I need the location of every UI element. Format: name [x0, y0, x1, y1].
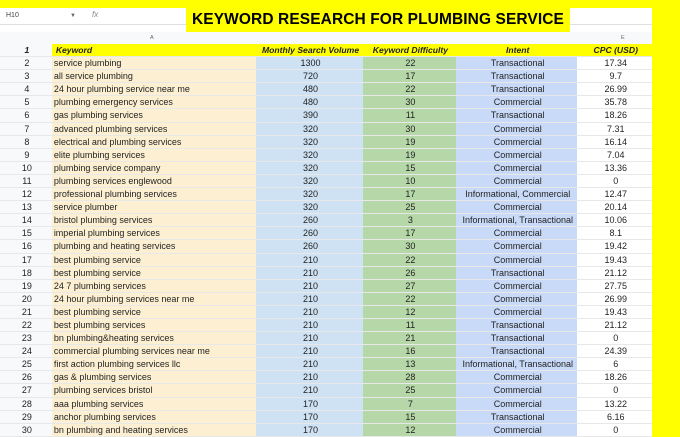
intent-cell[interactable]: Transactional [456, 57, 578, 70]
intent-cell[interactable]: Commercial [456, 371, 578, 384]
keyword-cell[interactable]: professional plumbing services [52, 188, 256, 201]
volume-cell[interactable]: 210 [256, 279, 363, 292]
table-row [0, 318, 652, 331]
cpc-cell[interactable]: 18.26 [577, 109, 652, 122]
keyword-cell[interactable]: advanced plumbing services [52, 122, 256, 135]
keyword-cell[interactable]: anchor plumbing services [52, 410, 256, 423]
volume-cell[interactable]: 170 [256, 397, 363, 410]
difficulty-cell[interactable]: 27 [363, 279, 456, 292]
cpc-cell[interactable]: 20.14 [577, 201, 652, 214]
volume-cell[interactable]: 210 [256, 292, 363, 305]
table-row [0, 371, 652, 384]
volume-cell[interactable]: 390 [256, 109, 363, 122]
keyword-cell[interactable]: 24 hour plumbing services near me [52, 292, 256, 305]
table-row [0, 148, 652, 161]
table-row [0, 122, 652, 135]
keyword-cell[interactable]: aaa plumbing services [52, 397, 256, 410]
spreadsheet [0, 8, 652, 435]
intent-cell[interactable]: Transactional [456, 83, 578, 96]
keyword-cell[interactable]: bn plumbing and heating services [52, 423, 256, 436]
difficulty-cell[interactable]: 22 [363, 57, 456, 70]
table-row [0, 188, 652, 201]
row-number[interactable]: 22 [0, 318, 52, 331]
difficulty-cell[interactable]: 17 [363, 188, 456, 201]
intent-cell[interactable]: Commercial [456, 292, 578, 305]
table-row [0, 57, 652, 70]
keyword-cell[interactable]: gas & plumbing services [52, 371, 256, 384]
row-number[interactable]: 1 [0, 44, 52, 57]
keyword-cell[interactable]: elite plumbing services [52, 148, 256, 161]
volume-cell[interactable]: 320 [256, 201, 363, 214]
cpc-cell[interactable]: 0 [577, 384, 652, 397]
intent-cell[interactable]: Commercial [456, 96, 578, 109]
table-row [0, 201, 652, 214]
volume-cell[interactable]: 210 [256, 371, 363, 384]
volume-cell[interactable]: 480 [256, 96, 363, 109]
keyword-cell[interactable]: gas plumbing services [52, 109, 256, 122]
cpc-cell[interactable]: 9.7 [577, 70, 652, 83]
cpc-cell[interactable]: 12.47 [577, 188, 652, 201]
keyword-cell[interactable]: bristol plumbing services [52, 214, 256, 227]
intent-cell[interactable]: Commercial [456, 279, 578, 292]
cpc-cell[interactable]: 13.36 [577, 161, 652, 174]
page-title: KEYWORD RESEARCH FOR PLUMBING SERVICE [186, 8, 570, 32]
row-number[interactable]: 25 [0, 358, 52, 371]
keyword-cell[interactable]: best plumbing service [52, 253, 256, 266]
keyword-cell[interactable]: all service plumbing [52, 70, 256, 83]
volume-cell[interactable]: 720 [256, 70, 363, 83]
cpc-cell[interactable]: 19.43 [577, 253, 652, 266]
intent-cell[interactable]: Commercial [456, 397, 578, 410]
row-number[interactable]: 29 [0, 410, 52, 423]
intent-cell[interactable]: Commercial [456, 227, 578, 240]
keyword-cell[interactable]: 24 hour plumbing service near me [52, 83, 256, 96]
cpc-cell[interactable]: 24.39 [577, 345, 652, 358]
cpc-cell[interactable]: 19.42 [577, 240, 652, 253]
cpc-cell[interactable]: 21.12 [577, 266, 652, 279]
intent-cell[interactable]: Commercial [456, 174, 578, 187]
table-row [0, 240, 652, 253]
difficulty-cell[interactable]: 30 [363, 122, 456, 135]
intent-cell[interactable]: Transactional [456, 266, 578, 279]
keyword-cell[interactable]: plumbing services bristol [52, 384, 256, 397]
row-number[interactable]: 7 [0, 122, 52, 135]
volume-cell[interactable]: 210 [256, 384, 363, 397]
intent-cell[interactable]: Commercial [456, 201, 578, 214]
row-number[interactable]: 23 [0, 332, 52, 345]
keyword-cell[interactable]: best plumbing service [52, 266, 256, 279]
keyword-cell[interactable]: plumbing emergency services [52, 96, 256, 109]
cpc-cell[interactable]: 18.26 [577, 371, 652, 384]
intent-cell[interactable]: Transactional [456, 345, 578, 358]
table-row [0, 83, 652, 96]
cpc-cell[interactable]: 13.22 [577, 397, 652, 410]
keyword-cell[interactable]: commercial plumbing services near me [52, 345, 256, 358]
header-row [0, 44, 652, 57]
header-keyword[interactable]: Keyword [52, 44, 256, 57]
volume-cell[interactable]: 320 [256, 161, 363, 174]
table-row [0, 161, 652, 174]
difficulty-cell[interactable]: 26 [363, 266, 456, 279]
header-difficulty[interactable]: Keyword Difficulty [363, 44, 456, 57]
chevron-down-icon[interactable]: ▼ [70, 13, 76, 19]
volume-cell[interactable]: 260 [256, 227, 363, 240]
volume-cell[interactable]: 210 [256, 332, 363, 345]
volume-cell[interactable]: 170 [256, 423, 363, 436]
keyword-cell[interactable]: best plumbing services [52, 318, 256, 331]
difficulty-cell[interactable]: 25 [363, 201, 456, 214]
intent-cell[interactable]: Transactional [456, 410, 578, 423]
volume-cell[interactable]: 210 [256, 345, 363, 358]
row-number[interactable]: 15 [0, 227, 52, 240]
intent-cell[interactable]: Commercial [456, 161, 578, 174]
row-number[interactable]: 6 [0, 109, 52, 122]
volume-cell[interactable]: 320 [256, 188, 363, 201]
table-row [0, 135, 652, 148]
volume-cell[interactable]: 320 [256, 122, 363, 135]
intent-cell[interactable]: Commercial [456, 253, 578, 266]
intent-cell[interactable]: Informational, Commercial [456, 188, 578, 201]
keyword-cell[interactable]: service plumber [52, 201, 256, 214]
table-row [0, 305, 652, 318]
table-row [0, 227, 652, 240]
table-row [0, 96, 652, 109]
difficulty-cell[interactable]: 22 [363, 83, 456, 96]
cpc-cell[interactable]: 26.99 [577, 292, 652, 305]
row-number[interactable]: 12 [0, 188, 52, 201]
keyword-cell[interactable]: electrical and plumbing services [52, 135, 256, 148]
row-number[interactable]: 28 [0, 397, 52, 410]
volume-cell[interactable]: 260 [256, 240, 363, 253]
volume-cell[interactable]: 1300 [256, 57, 363, 70]
volume-cell[interactable]: 210 [256, 253, 363, 266]
intent-cell[interactable]: Commercial [456, 384, 578, 397]
cpc-cell[interactable]: 0 [577, 332, 652, 345]
keyword-cell[interactable]: service plumbing [52, 57, 256, 70]
difficulty-cell[interactable]: 30 [363, 240, 456, 253]
difficulty-cell[interactable]: 12 [363, 423, 456, 436]
table-row [0, 397, 652, 410]
intent-cell[interactable]: Transactional [456, 70, 578, 83]
table-row [0, 384, 652, 397]
volume-cell[interactable]: 260 [256, 214, 363, 227]
intent-cell[interactable]: Commercial [456, 122, 578, 135]
difficulty-cell[interactable]: 12 [363, 305, 456, 318]
cpc-cell[interactable]: 19.43 [577, 305, 652, 318]
table-row [0, 292, 652, 305]
cpc-cell[interactable]: 26.99 [577, 83, 652, 96]
table-row [0, 358, 652, 371]
row-number[interactable]: 27 [0, 384, 52, 397]
row-number[interactable]: 24 [0, 345, 52, 358]
difficulty-cell[interactable]: 16 [363, 345, 456, 358]
volume-cell[interactable]: 320 [256, 148, 363, 161]
cpc-cell[interactable]: 7.31 [577, 122, 652, 135]
intent-cell[interactable]: Informational, Transactional [456, 358, 578, 371]
difficulty-cell[interactable]: 3 [363, 214, 456, 227]
row-number[interactable]: 9 [0, 148, 52, 161]
header-intent[interactable]: Intent [456, 44, 578, 57]
row-number[interactable]: 8 [0, 135, 52, 148]
difficulty-cell[interactable]: 19 [363, 135, 456, 148]
table-row [0, 423, 652, 436]
volume-cell[interactable]: 210 [256, 305, 363, 318]
row-number[interactable]: 21 [0, 305, 52, 318]
row-number[interactable]: 11 [0, 174, 52, 187]
table-row [0, 410, 652, 423]
intent-cell[interactable]: Transactional [456, 332, 578, 345]
row-number[interactable]: 5 [0, 96, 52, 109]
cpc-cell[interactable]: 16.14 [577, 135, 652, 148]
column-letter-e[interactable]: E [621, 35, 625, 41]
keyword-cell[interactable]: 24 7 plumbing services [52, 279, 256, 292]
volume-cell[interactable]: 320 [256, 174, 363, 187]
keyword-cell[interactable]: plumbing services englewood [52, 174, 256, 187]
row-number[interactable]: 18 [0, 266, 52, 279]
intent-cell[interactable]: Transactional [456, 318, 578, 331]
cpc-cell[interactable]: 0 [577, 174, 652, 187]
row-number[interactable]: 19 [0, 279, 52, 292]
difficulty-cell[interactable]: 11 [363, 109, 456, 122]
row-number[interactable]: 14 [0, 214, 52, 227]
difficulty-cell[interactable]: 13 [363, 358, 456, 371]
column-letter-a[interactable]: A [150, 35, 154, 41]
intent-cell[interactable]: Commercial [456, 305, 578, 318]
difficulty-cell[interactable]: 15 [363, 410, 456, 423]
name-box[interactable] [6, 11, 78, 21]
cpc-cell[interactable]: 21.12 [577, 318, 652, 331]
cpc-cell[interactable]: 35.78 [577, 96, 652, 109]
difficulty-cell[interactable]: 17 [363, 227, 456, 240]
header-cpc[interactable]: CPC (USD) [577, 44, 652, 57]
cpc-cell[interactable]: 8.1 [577, 227, 652, 240]
row-number[interactable]: 26 [0, 371, 52, 384]
difficulty-cell[interactable]: 11 [363, 318, 456, 331]
fx-icon: fx [92, 10, 99, 19]
difficulty-cell[interactable]: 17 [363, 70, 456, 83]
cpc-cell[interactable]: 17.34 [577, 57, 652, 70]
table-row [0, 214, 652, 227]
table-row [0, 109, 652, 122]
cpc-cell[interactable]: 0 [577, 423, 652, 436]
table-row [0, 253, 652, 266]
name-box-value: H10 [6, 12, 19, 19]
keyword-cell[interactable]: first action plumbing services llc [52, 358, 256, 371]
table-row [0, 332, 652, 345]
intent-cell[interactable]: Transactional [456, 109, 578, 122]
difficulty-cell[interactable]: 10 [363, 174, 456, 187]
cpc-cell[interactable]: 27.75 [577, 279, 652, 292]
volume-cell[interactable]: 210 [256, 318, 363, 331]
volume-cell[interactable]: 210 [256, 358, 363, 371]
intent-cell[interactable]: Commercial [456, 148, 578, 161]
row-number[interactable]: 30 [0, 423, 52, 436]
difficulty-cell[interactable]: 15 [363, 161, 456, 174]
row-number[interactable]: 2 [0, 57, 52, 70]
cpc-cell[interactable]: 10.06 [577, 214, 652, 227]
intent-cell[interactable]: Commercial [456, 135, 578, 148]
row-number[interactable]: 20 [0, 292, 52, 305]
volume-cell[interactable]: 210 [256, 266, 363, 279]
cpc-cell[interactable]: 6 [577, 358, 652, 371]
volume-cell[interactable]: 320 [256, 135, 363, 148]
volume-cell[interactable]: 480 [256, 83, 363, 96]
difficulty-cell[interactable]: 22 [363, 292, 456, 305]
cpc-cell[interactable]: 7.04 [577, 148, 652, 161]
intent-cell[interactable]: Commercial [456, 240, 578, 253]
intent-cell[interactable]: Informational, Transactional [456, 214, 578, 227]
difficulty-cell[interactable]: 19 [363, 148, 456, 161]
table-row [0, 279, 652, 292]
cpc-cell[interactable]: 6.16 [577, 410, 652, 423]
row-number[interactable]: 13 [0, 201, 52, 214]
keyword-cell[interactable]: imperial plumbing services [52, 227, 256, 240]
row-number[interactable]: 3 [0, 70, 52, 83]
table-row [0, 345, 652, 358]
keyword-cell[interactable]: plumbing service company [52, 161, 256, 174]
table-row [0, 70, 652, 83]
difficulty-cell[interactable]: 7 [363, 397, 456, 410]
difficulty-cell[interactable]: 22 [363, 253, 456, 266]
table-row [0, 266, 652, 279]
row-number[interactable]: 17 [0, 253, 52, 266]
row-number[interactable]: 4 [0, 83, 52, 96]
row-number[interactable]: 10 [0, 161, 52, 174]
difficulty-cell[interactable]: 21 [363, 332, 456, 345]
intent-cell[interactable]: Commercial [456, 423, 578, 436]
row-number[interactable]: 16 [0, 240, 52, 253]
data-table [0, 44, 652, 437]
table-row [0, 174, 652, 187]
keyword-cell[interactable]: bn plumbing&heating services [52, 332, 256, 345]
difficulty-cell[interactable]: 30 [363, 96, 456, 109]
difficulty-cell[interactable]: 25 [363, 384, 456, 397]
difficulty-cell[interactable]: 28 [363, 371, 456, 384]
keyword-cell[interactable]: best plumbing service [52, 305, 256, 318]
keyword-cell[interactable]: plumbing and heating services [52, 240, 256, 253]
volume-cell[interactable]: 170 [256, 410, 363, 423]
header-volume[interactable]: Monthly Search Volume [256, 44, 363, 57]
